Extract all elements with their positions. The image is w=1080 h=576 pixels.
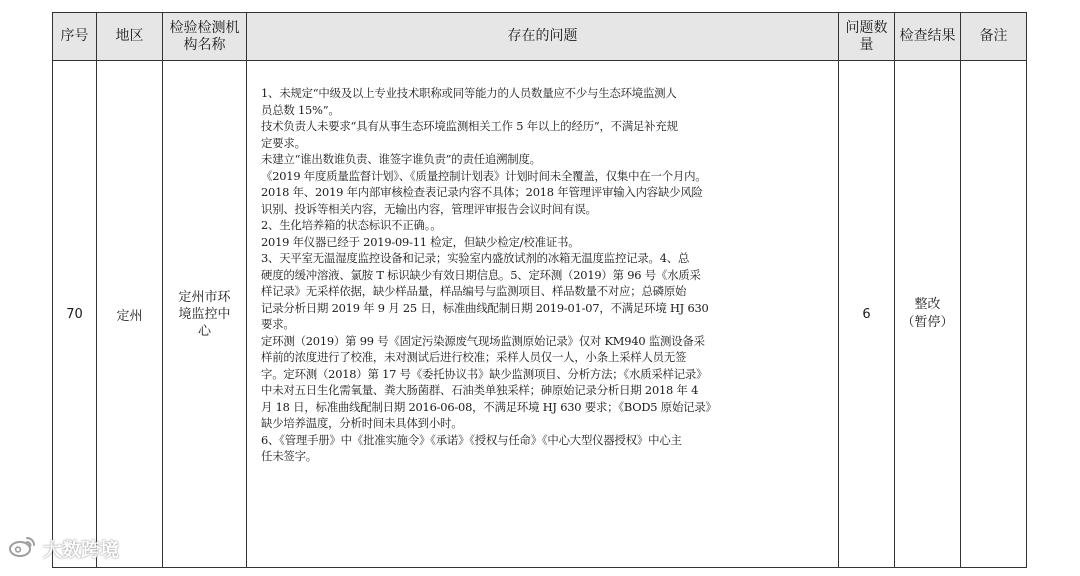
org-name-text: 定州市环境监控中心 (178, 289, 231, 339)
issue-line: 记录分析日期 2019 年 9 月 25 日，标准曲线配制日期 2019-01-07，不满足环境 HJ 630 (261, 300, 709, 315)
issue-line: 定环测（2019）第 99 号《固定污染源废气现场监测原始记录》仅对 KM940 监测设备采 (261, 333, 705, 348)
cell-result (895, 61, 961, 568)
issue-line: 要求。 (261, 317, 295, 331)
header-issues: 存在的问题 (247, 13, 839, 61)
issue-line: 3、天平室无温湿度监控设备和记录；实验室内盛放试剂的冰箱无温度监控记录。4、总 (261, 251, 690, 265)
issue-line: 定要求。 (261, 135, 306, 150)
header-result: 检查结果 (895, 13, 961, 61)
issue-line: 硬度的缓冲溶液、氯胺 T 标识缺少有效日期信息。5、定环测（2019）第 96 号《水质采 (261, 267, 701, 282)
cell-org-name (163, 61, 247, 568)
issue-line: 2、生化培养箱的状态标识不正确。。 (261, 218, 442, 232)
cell-region: 定州 (97, 61, 163, 568)
header-issue-count: 问题数量 (839, 13, 895, 61)
cell-index: 70 (53, 61, 97, 568)
issue-line: 识别、投诉等相关内容，无输出内容，管理评审报告会议时间有误。 (261, 201, 597, 216)
issue-line: 6、《管理手册》中《批准实施令》《承诺》《授权与任命》《中心大型仪器授权》中心主 (261, 432, 682, 447)
issue-line: 中未对五日生化需氧量、粪大肠菌群、石油类单独采样；砷原始记录分析日期 2018 年 4 (261, 383, 699, 397)
result-note: （暂停） (901, 315, 954, 330)
watermark (8, 534, 119, 562)
issue-line: 样记录》无采样依据，缺少样品量，样品编号与监测项目、样品数量不对应；总磷原始 (261, 284, 687, 298)
cell-issue-count: 6 (839, 61, 895, 568)
issue-line: 样前的浓度进行了校准，未对测试后进行校准；采样人员仅一人，小条上采样人员无签 (261, 350, 687, 364)
issue-line: 月 18 日，标准曲线配制日期 2016-06-08，不满足环境 HJ 630 要求；《BOD5 原始记录》 (261, 399, 717, 414)
issue-line: 字。定环测（2018）第 17 号《委托协议书》缺少监测项目、分析方法；《水质采样记录》 (261, 366, 708, 381)
watermark-text: 大数跨境 (43, 538, 120, 561)
inspection-table (52, 12, 1027, 568)
issue-line: 缺少培养温度，分析时间未具体到小时。 (261, 416, 463, 430)
weibo-logo-icon (8, 534, 38, 562)
issue-line: 1、未规定“中级及以上专业技术职称或同等能力的人员数量应不少与生态环境监测人 (261, 86, 677, 100)
header-org-name: 检验检测机构名称 (163, 13, 247, 61)
issue-line: 《2019 年度质量监督计划》、《质量控制计划表》计划时间未全覆盖，仅集中在一个月内。 (261, 168, 707, 183)
issue-line: 2018 年、2019 年内部审核检查表记录内容不具体；2018 年管理评审输入内容缺少风险 (261, 185, 703, 199)
header-remark: 备注 (961, 13, 1027, 61)
cell-issues (247, 61, 839, 568)
cell-remark (961, 61, 1027, 568)
issue-line: 员总数 15%”。 (261, 102, 340, 117)
issue-line: 未建立“谁出数谁负责、谁签字谁负责”的责任追溯制度。 (261, 152, 541, 166)
issue-line: 技术负责人未要求“具有从事生态环境监测相关工作 5 年以上的经历”，不满足补充规 (261, 119, 678, 133)
result-status: 整改 (914, 297, 941, 312)
header-row (53, 13, 1027, 61)
issue-line: 任未签字。 (261, 449, 317, 463)
header-index: 序号 (53, 13, 97, 61)
table-row (53, 61, 1027, 568)
header-region: 地区 (97, 13, 163, 61)
issue-line: 2019 年仪器已经于 2019-09-11 检定，但缺少检定/校准证书。 (261, 234, 580, 249)
